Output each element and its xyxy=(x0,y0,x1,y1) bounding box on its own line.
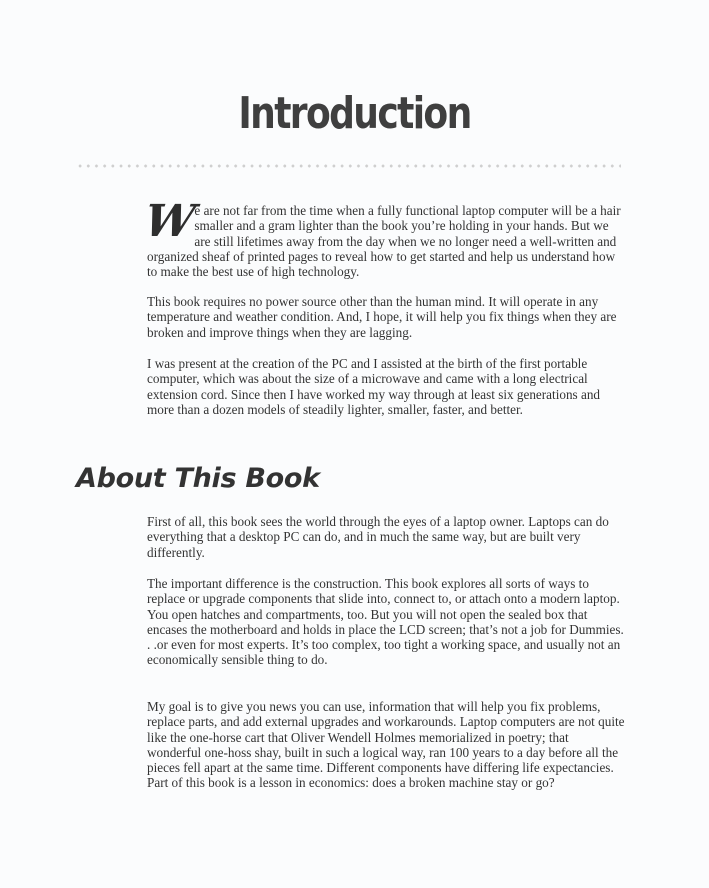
intro-paragraph-1 xyxy=(141,196,625,280)
dotted-divider xyxy=(76,164,621,168)
drop-cap: W xyxy=(141,196,197,247)
intro-paragraph-2: This book requires no power source other than the human mind. It will operate in any temperature and weather condition. And, I hope, it will help you fix things when they are broken and improve things when they are lagging. xyxy=(147,294,617,340)
about-paragraph-1: First of all, this book sees the world through the eyes of a laptop owner. Laptops can do everything that a desktop PC can do, and in much the same way, but are built very differently. xyxy=(147,514,609,560)
intro-paragraph-1-text: e are not far from the time when a fully functional laptop computer will be a hair smaller and a gram lighter than the book you’re holding in your hands. But we are still lifetimes away from the day when we no longer need a well-written and organized sheaf of printed pages to reveal how to get started and help us understand how to make the best use of high technology. xyxy=(147,203,621,280)
about-paragraph-2: The important difference is the construction. This book explores all sorts of ways to replace or upgrade components that slide into, connect to, or attach onto a modern laptop. You open hatches and compartments, too. But you will not open the sealed box that encases the motherboard and holds in place the LCD screen; that’s not a job for Dummies. . .or even for most experts. It’s too complex, too tight a working space, and usually not an economically sensible thing to do. xyxy=(147,576,624,668)
section-heading-about: About This Book xyxy=(76,463,320,494)
chapter-title: Introduction xyxy=(238,88,471,139)
intro-paragraph-3: I was present at the creation of the PC and I assisted at the birth of the first portable computer, which was about the size of a microwave and came with a long electrical extension cord. Since then I have worked my way through at least six generations and more than a dozen models of steadily lighter, smaller, faster, and better. xyxy=(147,356,601,417)
about-paragraph-3: My goal is to give you news you can use, information that will help you fix problems, replace parts, and add external upgrades and workarounds. Laptop computers are not quite like the one-horse cart that Oliver Wendell Holmes memorialized in poetry; that wonderful one-hoss shay, built in such a logical way, ran 100 years to a day before all the pieces fell apart at the same time. Different components have differing life expectancies. Part of this book is a lesson in economics: does a broken machine stay or go? xyxy=(147,699,625,791)
